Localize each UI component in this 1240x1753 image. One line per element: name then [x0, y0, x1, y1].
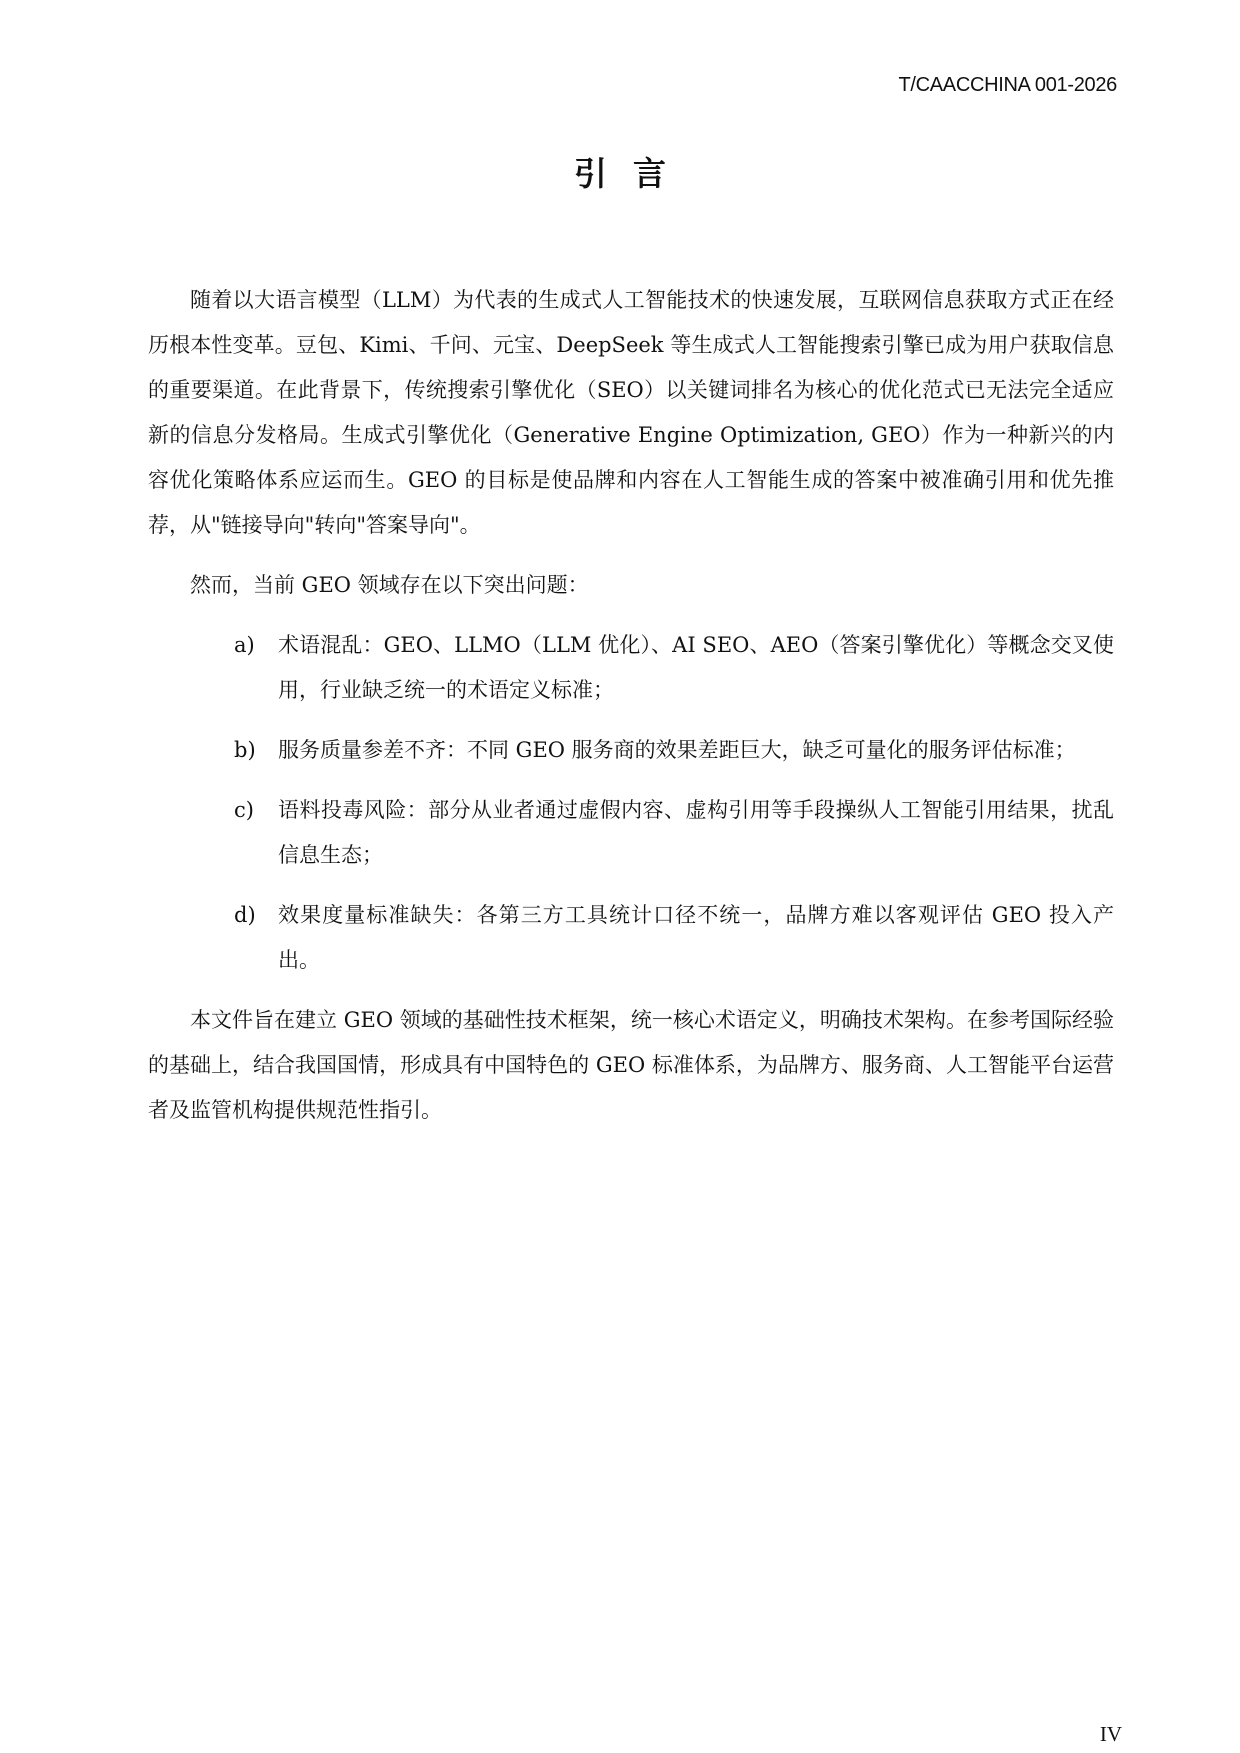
- page-title: 引言: [574, 154, 692, 193]
- list-item: [148, 788, 1114, 878]
- list-marker: d): [234, 903, 256, 927]
- page-number: IV: [1099, 1722, 1122, 1746]
- list-item-text: 服务质量参差不齐：不同 GEO 服务商的效果差距巨大，缺乏可量化的服务评估标准；: [278, 738, 1076, 762]
- list-item-text: 语料投毒风险：部分从业者通过虚假内容、虚构引用等手段操纵人工智能引用结果，扰乱信息生态；: [278, 798, 1114, 867]
- list-marker: b): [234, 738, 256, 762]
- list-marker: a): [234, 633, 255, 657]
- document-body: [148, 278, 1114, 1133]
- closing-paragraph: 本文件旨在建立 GEO 领域的基础性技术框架，统一核心术语定义，明确技术架构。在参考国际经验的基础上，结合我国国情，形成具有中国特色的 GEO 标准体系，为品牌方、服务商、人工智能平台运营者及监管机构提供规范性指引。: [148, 1008, 1114, 1122]
- list-item-text: 效果度量标准缺失：各第三方工具统计口径不统一，品牌方难以客观评估 GEO 投入产出。: [278, 903, 1114, 972]
- intro-paragraph: 随着以大语言模型（LLM）为代表的生成式人工智能技术的快速发展，互联网信息获取方式正在经历根本性变革。豆包、Kimi、千问、元宝、DeepSeek 等生成式人工智能搜索引擎已成为用户获取信息的重要渠道。在此背景下，传统搜索引擎优化（SEO）以关键词排名为核心的优化范式已无法完全适应新的信息分发格局。生成式引擎优化（Generative Engine Optimization, GEO）作为一种新兴的内容优化策略体系应运而生。GEO 的目标是使品牌和内容在人工智能生成的答案中被准确引用和优先推荐，从"链接导向"转向"答案导向"。: [148, 288, 1114, 537]
- issues-list: [148, 623, 1114, 983]
- list-item: [148, 893, 1114, 983]
- list-item-text: 术语混乱：GEO、LLMO（LLM 优化）、AI SEO、AEO（答案引擎优化）等概念交叉使用，行业缺乏统一的术语定义标准；: [278, 633, 1114, 702]
- list-marker: c): [234, 798, 254, 822]
- issues-lead-paragraph: 然而，当前 GEO 领域存在以下突出问题：: [190, 573, 589, 597]
- document-code: T/CAACCHINA 001-2026: [898, 74, 1117, 96]
- list-item: [148, 623, 1114, 713]
- list-item: [148, 728, 1114, 773]
